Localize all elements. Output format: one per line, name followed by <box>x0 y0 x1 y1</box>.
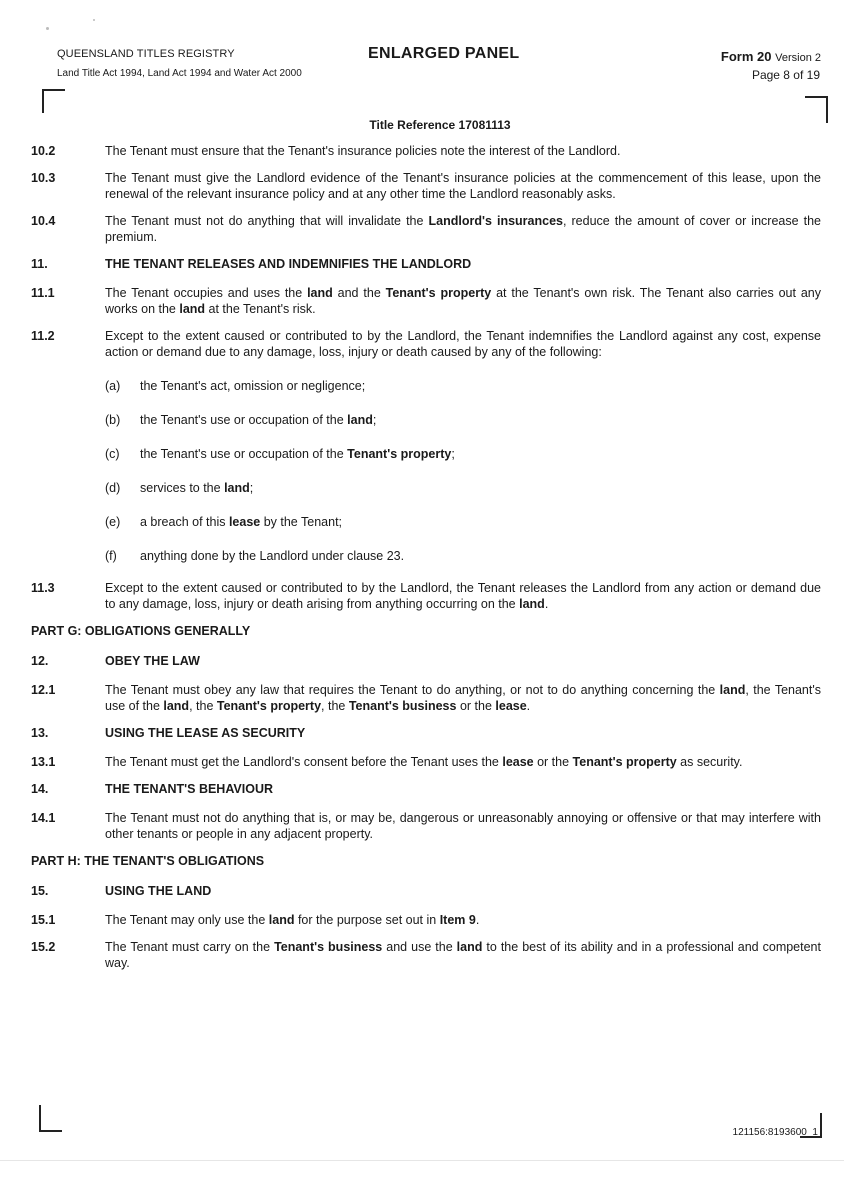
heading-number: 13. <box>31 726 49 740</box>
heading-11 <box>31 256 821 272</box>
heading-15 <box>31 883 821 899</box>
clause-13-1 <box>31 754 821 770</box>
clause-10-3 <box>31 170 821 202</box>
clause-text: The Tenant must get the Landlord's consent before the Tenant uses the lease or the Tenant's property as security. <box>105 755 743 769</box>
crop-mark-bottom-right <box>820 1113 822 1138</box>
clause-text: Except to the extent caused or contributed to by the Landlord, the Tenant indemnifies the Landlord against any cost, expense action or demand due to any damage, loss, injury or death caused by any of the following: <box>105 329 821 359</box>
heading-text: USING THE LAND <box>105 884 212 898</box>
scan-speck <box>93 19 95 21</box>
document-reference: 121156:8193600_1 <box>732 1127 818 1138</box>
clause-text: The Tenant must give the Landlord evidence of the Tenant's insurance policies at the commencement of this lease, upon the renewal of the relevant insurance policy and at any other time the Landlord reasonably asks. <box>105 171 821 201</box>
clause-11-3 <box>31 580 821 612</box>
clause-number: 10.3 <box>31 171 56 185</box>
scan-speck <box>46 27 49 30</box>
clause-number: 12.1 <box>31 683 56 697</box>
page-number: Page 8 of 19 <box>751 68 820 82</box>
crop-mark-bottom-left <box>39 1105 41 1132</box>
clause-text: The Tenant must carry on the Tenant's business and use the land to the best of its ability and in a professional and competent way. <box>105 940 821 970</box>
heading-number: 14. <box>31 782 49 796</box>
heading-number: 12. <box>31 654 49 668</box>
clause-12-1 <box>31 682 821 714</box>
heading-text: USING THE LEASE AS SECURITY <box>105 726 306 740</box>
sub-item-c: (c) the Tenant's use or occupation of the Tenant's property; <box>105 447 455 461</box>
heading-14 <box>31 781 821 797</box>
clause-number: 10.4 <box>31 214 56 228</box>
sub-item-d: (d) services to the land; <box>105 481 254 495</box>
form-label <box>721 49 821 64</box>
clause-text: The Tenant occupies and uses the land and the Tenant's property at the Tenant's own risk. The Tenant also carries out any works on the land at the Tenant's risk. <box>105 286 821 316</box>
scan-edge-line <box>0 1160 844 1161</box>
clause-number: 10.2 <box>31 144 56 158</box>
part-g-heading: PART G: OBLIGATIONS GENERALLY <box>31 624 251 638</box>
clause-text: Except to the extent caused or contributed to by the Landlord, the Tenant releases the Landlord from any action or demand due to any damage, loss, injury or death arising from anything occurring on the land. <box>105 581 821 611</box>
clause-number: 15.2 <box>31 940 56 954</box>
crop-mark-top-left <box>42 89 44 113</box>
registry-name: QUEENSLAND TITLES REGISTRY <box>57 48 235 60</box>
crop-mark-bottom-left <box>39 1130 62 1132</box>
clause-text: The Tenant must obey any law that requires the Tenant to do anything, or not to do anything concerning the land, the Tenant's use of the land, the Tenant's property, the Tenant's business or the lease. <box>105 683 821 713</box>
heading-12 <box>31 653 821 669</box>
clause-10-4 <box>31 213 821 245</box>
heading-number: 11. <box>31 257 48 271</box>
clause-number: 11.2 <box>31 329 55 343</box>
clause-text: The Tenant must ensure that the Tenant's insurance policies note the interest of the Landlord. <box>105 144 621 158</box>
form-number: Form 20 <box>720 49 772 64</box>
clause-number: 15.1 <box>31 913 56 927</box>
part-h-heading: PART H: THE TENANT'S OBLIGATIONS <box>31 854 265 868</box>
heading-13 <box>31 725 821 741</box>
heading-text: OBEY THE LAW <box>105 654 200 668</box>
clause-14-1 <box>31 810 821 842</box>
sub-item-e: (e) a breach of this lease by the Tenant; <box>105 515 343 529</box>
document-body <box>31 143 821 982</box>
panel-title: ENLARGED PANEL <box>368 45 520 62</box>
form-version: Version 2 <box>775 52 821 64</box>
heading-text: THE TENANT RELEASES AND INDEMNIFIES THE LANDLORD <box>105 257 472 271</box>
clause-10-2 <box>31 143 821 159</box>
clause-number: 13.1 <box>31 755 56 769</box>
clause-number: 11.3 <box>31 581 55 595</box>
clause-15-2 <box>31 939 821 971</box>
sub-item-f: (f) anything done by the Landlord under clause 23. <box>105 549 405 563</box>
sub-item-b: (b) the Tenant's use or occupation of the land; <box>105 413 377 427</box>
title-reference: Title Reference 17081113 <box>369 118 511 132</box>
acts-line: Land Title Act 1994, Land Act 1994 and Water Act 2000 <box>57 68 302 79</box>
heading-number: 15. <box>31 884 49 898</box>
clause-11-1 <box>31 285 821 317</box>
clause-15-1 <box>31 912 821 928</box>
clause-number: 14.1 <box>31 811 56 825</box>
clause-11-2 <box>31 328 821 360</box>
clause-number: 11.1 <box>31 286 55 300</box>
heading-text: THE TENANT'S BEHAVIOUR <box>105 782 274 796</box>
sub-item-a: (a) the Tenant's act, omission or negligence; <box>105 379 366 393</box>
clause-text: The Tenant must not do anything that will invalidate the Landlord's insurances, reduce the amount of cover or increase the premium. <box>105 214 821 244</box>
crop-mark-top-left <box>42 89 65 91</box>
crop-mark-top-right <box>805 96 828 98</box>
clause-text: The Tenant must not do anything that is, or may be, dangerous or unreasonably annoying or offensive or that may interfere with other tenants or people in any adjacent property. <box>105 811 821 841</box>
clause-text: The Tenant may only use the land for the purpose set out in Item 9. <box>105 913 480 927</box>
